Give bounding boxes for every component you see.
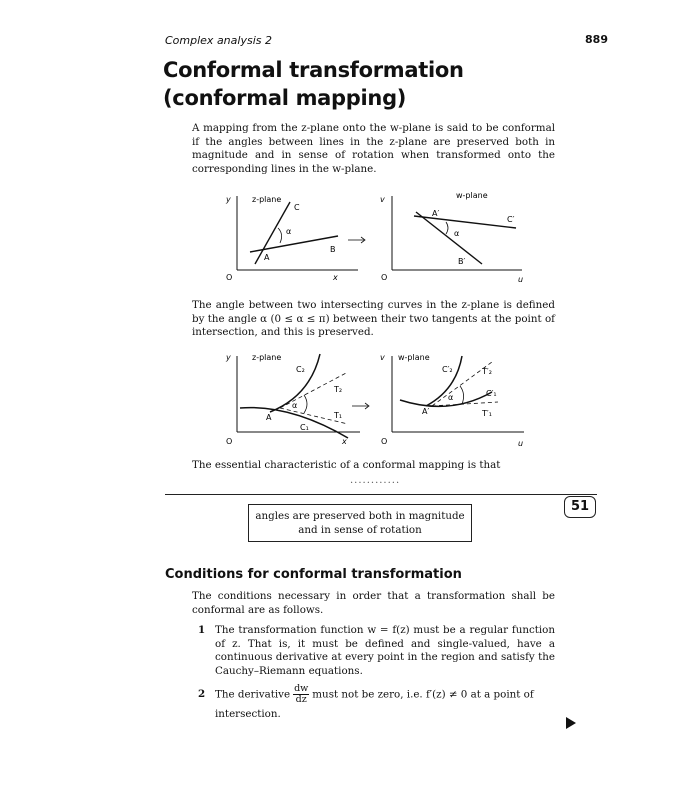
answer-blank: ............ — [350, 475, 401, 486]
fraction-numerator: dw — [294, 683, 309, 694]
section-heading: Conditions for conformal transformation — [165, 567, 462, 582]
condition-item-1: The transformation function w = f(z) must be a regular function of z. That is, it must be defined and single-valued, have a continuous derivative at every point in the region and satisfy the Cauchy–Riemann equations. — [215, 624, 555, 677]
running-title: Complex analysis 2 — [165, 34, 272, 47]
curve-c1-label: C₁ — [300, 423, 309, 432]
fraction-denominator: dz — [295, 694, 307, 705]
answer-box — [248, 504, 472, 542]
z-plane-y-label: y — [226, 195, 231, 204]
curve-c2-prime-label: C′₂ — [442, 365, 453, 374]
page-title — [163, 56, 464, 112]
item-2-text-after: must not be zero, i.e. f′(z) ≠ 0 at a point of — [312, 688, 534, 701]
tangent-t2-label: T₂ — [334, 385, 343, 394]
line-ac — [255, 202, 290, 264]
curve-c2-prime — [426, 356, 462, 406]
next-page-arrow-icon[interactable] — [566, 717, 576, 729]
point-c-label: C — [294, 203, 300, 212]
frame-number-badge: 51 — [564, 496, 596, 518]
z-plane-x-label: x — [333, 273, 338, 282]
z-plane-origin: O — [226, 273, 233, 282]
point-a-label: A — [264, 253, 270, 262]
w2-v-label: v — [380, 353, 385, 362]
angle-arc — [278, 228, 282, 243]
conditions-intro: The conditions necessary in order that a transformation shall be conformal are as follows. — [192, 590, 555, 616]
line-ab — [250, 236, 338, 252]
z-plane-label: z-plane — [252, 195, 282, 204]
answer-line-2: and in sense of rotation — [298, 524, 422, 536]
point-a-prime-label: A′ — [432, 209, 440, 218]
point-b-prime-label: B′ — [458, 257, 466, 266]
point-c-prime-label: C′ — [507, 215, 515, 224]
curve-c1-prime — [400, 392, 492, 406]
angle-paragraph: The angle between two intersecting curves in the z-plane is defined by the angle α (0 ≤ α ≤ π) between their two tangents at the point of intersection, and this is preserved. — [192, 299, 555, 339]
tangent-t1-label: T₁ — [334, 411, 343, 420]
definition-paragraph: A mapping from the z-plane onto the w-plane is said to be conformal if the angles between lines in the z-plane are preserved both in magnitude and in sense of rotation when transformed onto the corresponding lines in the w-plane. — [192, 122, 555, 175]
curve-c2-label: C₂ — [296, 365, 305, 374]
frame-divider — [165, 494, 597, 495]
item-2-text-before: The derivative — [215, 688, 291, 701]
z2-origin: O — [226, 437, 233, 446]
curve-point-a: A — [266, 413, 272, 422]
angle-label: α — [286, 227, 292, 236]
answer-line-1: angles are preserved both in magnitude — [255, 510, 465, 522]
item-number-1: 1 — [198, 624, 206, 636]
w2-u-label: u — [518, 439, 524, 448]
figure-curves-mapping — [220, 350, 540, 450]
w-plane-label: w-plane — [456, 191, 488, 200]
z2-plane-label: z-plane — [252, 353, 282, 362]
angle-label-prime: α — [454, 229, 460, 238]
curve-point-a-prime: A′ — [422, 407, 430, 416]
z2-x-label: x — [342, 437, 347, 446]
angle-arc-prime — [446, 222, 448, 234]
curve-angle-label-prime: α — [448, 393, 454, 402]
w-plane-v-label: v — [380, 195, 385, 204]
point-b-label: B — [330, 245, 336, 254]
w2-origin: O — [381, 437, 388, 446]
condition-item-2 — [215, 684, 555, 705]
title-line-2: (conformal mapping) — [163, 86, 407, 110]
page-number: 889 — [585, 33, 608, 46]
z2-y-label: y — [226, 353, 231, 362]
w-plane-u-label: u — [518, 275, 524, 284]
curve-c1-prime-label: C′₁ — [486, 389, 497, 398]
title-line-1: Conformal transformation — [163, 58, 464, 82]
curve-c1 — [240, 408, 348, 438]
curve-angle-arc-prime — [460, 386, 464, 404]
curve-angle-label: α — [292, 401, 298, 410]
item-2-continuation: intersection. — [215, 708, 281, 720]
tangent-t2-prime-label: T′₂ — [482, 367, 492, 376]
curve-angle-arc — [304, 395, 307, 413]
tangent-t1-prime-label: T′₁ — [482, 409, 492, 418]
figure-lines-mapping — [220, 188, 540, 288]
w2-plane-label: w-plane — [398, 353, 430, 362]
question-paragraph: The essential characteristic of a conformal mapping is that — [192, 459, 501, 471]
item-number-2: 2 — [198, 688, 206, 700]
w-plane-origin: O — [381, 273, 388, 282]
derivative-fraction — [293, 684, 309, 705]
